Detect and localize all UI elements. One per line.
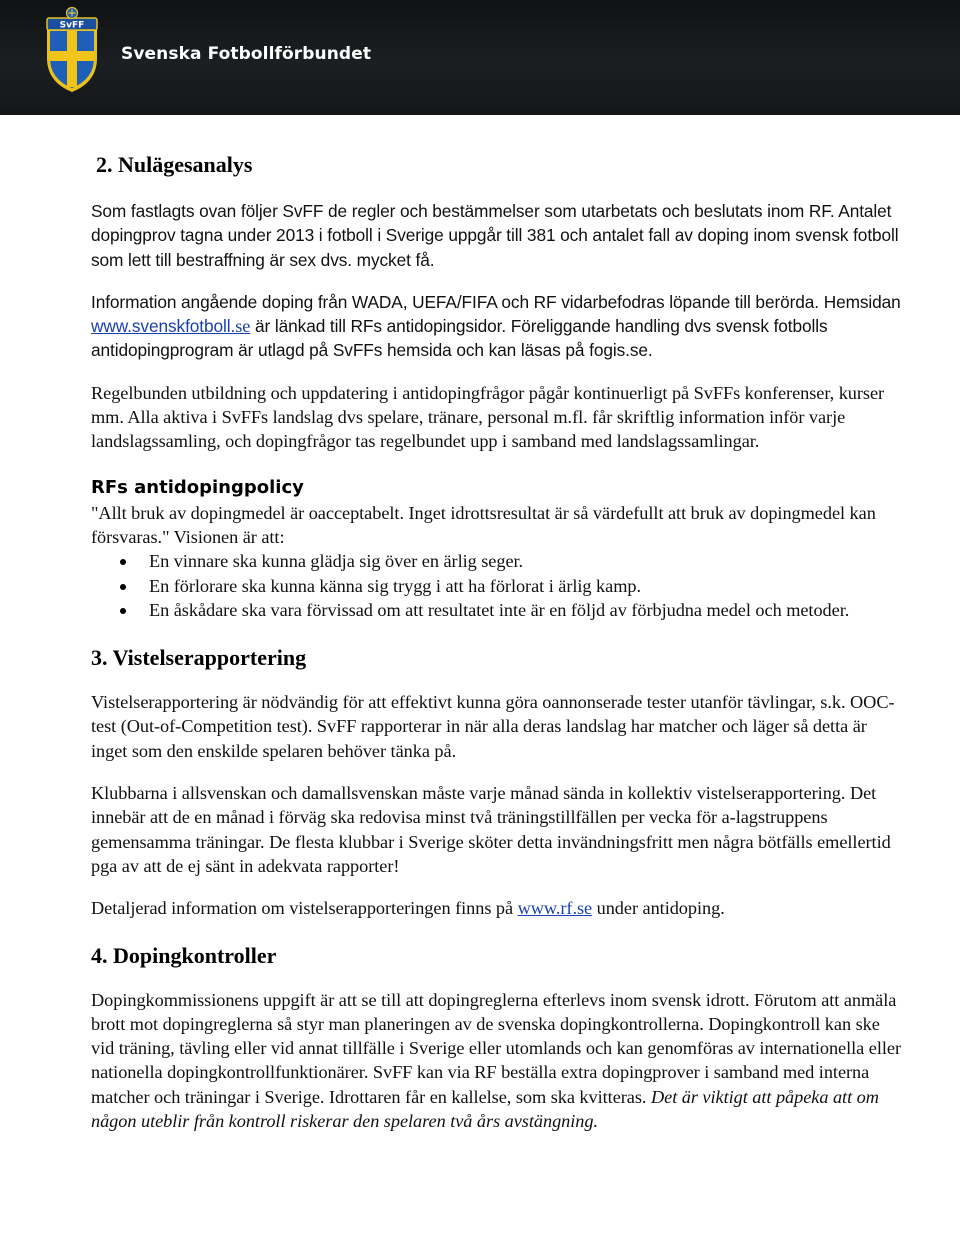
link-part-domain: www.svenskfotboll. [91,316,236,337]
organization-name: Svenska Fotbollförbundet [121,44,372,64]
link-part-tld: se [235,316,251,337]
info-text-end: är länkad till RFs antidopingsidor. Föreliggande handling dvs svensk fotbolls antidopingprogram är utlagd på SvFFs hemsida och kan läsas på fogis.se. [91,316,828,361]
bullet-icon [120,608,126,614]
kommission-warning: Det är viktigt att påpeka att om någon uteblir från kontroll riskerar den spelaren två års avstängning. [91,1086,879,1132]
section-title-vistelserapportering: 3. Vistelserapportering [91,645,307,671]
detail-text-end: under antidoping. [592,898,725,919]
paragraph-clubs: Klubbarna i allsvenskan och damallsvenskan måste varje månad sända in kollektiv vistelserapportering. Det innebär att de en månad i förväg ska redovisa minst två träningstillfällen per vecka för a-lagstruppens gemensamma träningar. De flesta klubbar i Sverige sköter detta invändningsfritt men några bötfälls emellertid pga av att de ej sänt in adekvata rapporter! [91,783,891,876]
list-item [91,598,903,622]
paragraph-vistelse-intro: Vistelserapportering är nödvändig för att effektivt kunna göra oannonserade tester utanför tävlingar, s.k. OOC-test (Out-of-Competition test). SvFF rapporterar in när alla deras landslag har matcher och läger så detta är inget som den enskilde spelaren behöver tänka på. [91,692,895,761]
list-item-text: En förlorare ska kunna känna sig trygg i att ha förlorat i ärlig kamp. [149,575,641,596]
detail-text-start: Detaljerad information om vistelserapporteringen finns på [91,898,518,919]
paragraph-information [91,290,903,363]
link-svenskfotboll[interactable] [91,316,250,336]
paragraph-doping-stats: Som fastlagts ovan följer SvFF de regler och bestämmelser som utarbetats och beslutats inom RF. Antalet dopingprov tagna under 2013 i fotboll i Sverige uppgår till 381 och antalet fall av doping inom svensk fotboll som lett till bestraffning är sex dvs. mycket få. [91,201,899,270]
vision-list [91,549,903,622]
paragraph-dopingkommission [91,988,903,1134]
list-item [91,574,903,598]
document-body [91,150,903,1133]
link-rf[interactable]: www.rf.se [517,898,593,919]
list-item-text: En vinnare ska kunna glädja sig över en ärlig seger. [149,551,524,572]
kommission-text: Dopingkommissionens uppgift är att se till att dopingreglerna efterlevs inom svensk idrott. Förutom att anmäla brott mot dopingreglerna så styr man planeringen av de svenska dopingkontrollerna. Dopingkontroll kan ske vid träning, tävling eller vid annat tillfälle i Sverige eller utomlands och kan genomföras av internationella eller nationella dopingkontrollfunktionärer. SvFF kan via RF beställa extra dopingprover i samband med interna matcher och träningar i Sverige. Idrottaren får en kallelse, som ska kvitteras. [91,989,901,1107]
policy-quote: "Allt bruk av dopingmedel är oacceptabelt. Inget idrottsresultat är så värdefullt att bruk av dopingmedel kan försvaras." Visionen är att: [91,502,876,547]
paragraph-detail-info [91,896,903,920]
policy-heading: RFs antidopingpolicy [91,476,304,498]
list-item [91,549,903,573]
svff-crest-icon [44,6,100,94]
section-title-dopingkontroller: 4. Dopingkontroller [91,942,277,968]
bullet-icon [120,584,126,590]
info-text-start: Information angående doping från WADA, UEFA/FIFA och RF vidarbefodras löpande till berörda. Hemsidan [91,291,901,312]
crest-label: SvFF [59,20,85,31]
section-title-nulagesanalys: 2. Nulägesanalys [96,152,253,177]
bullet-icon [120,559,126,565]
paragraph-education: Regelbunden utbildning och uppdatering i antidopingfrågor pågår kontinuerligt på SvFFs konferenser, kurser mm. Alla aktiva i SvFFs landslag dvs spelare, tränare, personal m.fl. får skriftlig information inför varje landslagssamling, och dopingfrågor tas regelbundet upp i samband med landslagssamlingar. [91,382,885,452]
list-item-text: En åskådare ska vara förvissad om att resultatet inte är en följd av förbjudna medel och metoder. [149,599,850,620]
header-banner [0,0,960,115]
